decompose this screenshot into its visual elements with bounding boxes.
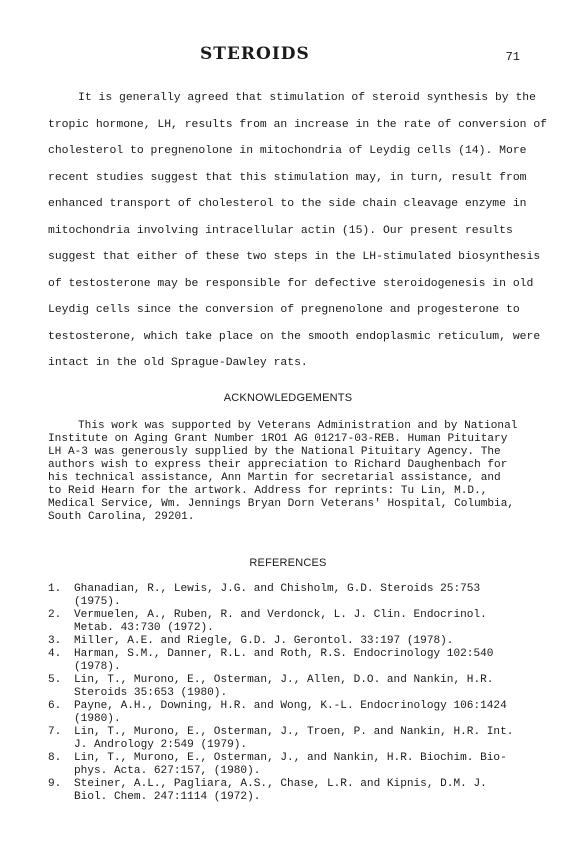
reference-line: Harman, S.M., Danner, R.L. and Roth, R.S. Endocrinology 102:540: [74, 648, 494, 660]
acknowledgements-line: This work was supported by Veterans Administration and by National: [78, 420, 518, 432]
journal-logo: STEROIDS: [200, 44, 310, 64]
reference-number: 1.: [48, 583, 62, 595]
body-line: enhanced transport of cholesterol to the side chain cleavage enzyme in: [48, 198, 527, 210]
reference-line: Ghanadian, R., Lewis, J.G. and Chisholm, G.D. Steroids 25:753: [74, 583, 481, 595]
reference-item: [48, 674, 548, 700]
reference-item: [48, 700, 548, 726]
reference-number: 8.: [48, 752, 62, 764]
reference-number: 5.: [48, 674, 62, 686]
references-heading: REFERENCES: [249, 557, 327, 569]
reference-line: Steroids 35:653 (1980).: [74, 687, 228, 699]
reference-number: 2.: [48, 609, 62, 621]
reference-line: (1980).: [74, 713, 121, 725]
acknowledgements-line: his technical assistance, Ann Martin for secretarial assistance, and: [48, 472, 501, 484]
reference-number: 9.: [48, 778, 62, 790]
reference-line: Steiner, A.L., Pagliara, A.S., Chase, L.R. and Kipnis, D.M. J.: [74, 778, 487, 790]
reference-item: [48, 609, 548, 635]
body-line: mitochondria involving intracellular actin (15). Our present results: [48, 224, 513, 237]
page-number: 71: [505, 50, 520, 64]
reference-line: (1978).: [74, 661, 121, 673]
acknowledgements-heading: ACKNOWLEDGEMENTS: [223, 392, 353, 404]
reference-item: [48, 635, 548, 648]
acknowledgements-line: to Reid Hearn for the artwork. Address for reprints: Tu Lin, M.D.,: [48, 485, 488, 497]
reference-line: phys. Acta. 627:157, (1980).: [74, 765, 261, 777]
body-line: Leydig cells since the conversion of pregnenolone and progesterone to: [48, 304, 520, 316]
reference-number: 3.: [48, 635, 62, 647]
reference-line: Lin, T., Murono, E., Osterman, J., Allen, D.O. and Nankin, H.R.: [74, 674, 494, 686]
reference-line: (1975).: [74, 596, 121, 608]
reference-line: J. Andrology 2:549 (1979).: [74, 739, 248, 751]
reference-number: 6.: [48, 700, 62, 712]
reference-number: 7.: [48, 726, 62, 738]
acknowledgements-line: authors wish to express their appreciation to Richard Daughenbach for: [48, 459, 508, 471]
reference-item: [48, 726, 548, 752]
body-line: intact in the old Sprague-Dawley rats.: [48, 357, 308, 369]
reference-list: [48, 583, 548, 804]
reference-line: Miller, A.E. and Riegle, G.D. J. Gerontol. 33:197 (1978).: [74, 635, 454, 647]
body-paragraph: [48, 90, 547, 382]
reference-line: Lin, T., Murono, E., Osterman, J., Troen, P. and Nankin, H.R. Int.: [74, 726, 514, 738]
reference-item: [48, 778, 548, 804]
reference-number: 4.: [48, 648, 62, 660]
acknowledgements-line: South Carolina, 29201.: [48, 511, 195, 523]
body-line: of testosterone may be responsible for defective steroidogenesis in old: [48, 277, 534, 290]
acknowledgements-line: Medical Service, Wm. Jennings Bryan Dorn Veterans' Hospital, Columbia,: [48, 498, 515, 510]
reference-line: Biol. Chem. 247:1114 (1972).: [74, 791, 261, 803]
body-line: suggest that either of these two steps in the LH-stimulated biosynthesis: [48, 251, 541, 263]
body-line: tropic hormone, LH, results from an increase in the rate of conversion of: [48, 118, 547, 131]
reference-item: [48, 648, 548, 674]
reference-item: [48, 583, 548, 609]
acknowledgements-text: [48, 420, 548, 524]
running-head: [200, 44, 370, 68]
body-line: It is generally agreed that stimulation of steroid synthesis by the: [78, 92, 536, 104]
body-line: testosterone, which take place on the smooth endoplasmic reticulum, were: [48, 330, 541, 343]
reference-line: Metab. 43:730 (1972).: [74, 622, 214, 634]
reference-item: [48, 752, 548, 778]
reference-line: Vermuelen, A., Ruben, R. and Verdonck, L. J. Clin. Endocrinol.: [74, 609, 487, 621]
acknowledgements-line: LH A-3 was generously supplied by the National Pituitary Agency. The: [48, 446, 501, 458]
acknowledgements-line: Institute on Aging Grant Number 1RO1 AG 01217-03-REB. Human Pituitary: [48, 433, 508, 445]
reference-line: Payne, A.H., Downing, H.R. and Wong, K.-L. Endocrinology 106:1424: [74, 700, 507, 712]
body-line: recent studies suggest that this stimulation may, in turn, result from: [48, 171, 527, 184]
body-line: cholesterol to pregnenolone in mitochondria of Leydig cells (14). More: [48, 145, 527, 157]
reference-line: Lin, T., Murono, E., Osterman, J., and Nankin, H.R. Biochim. Bio-: [74, 752, 507, 764]
